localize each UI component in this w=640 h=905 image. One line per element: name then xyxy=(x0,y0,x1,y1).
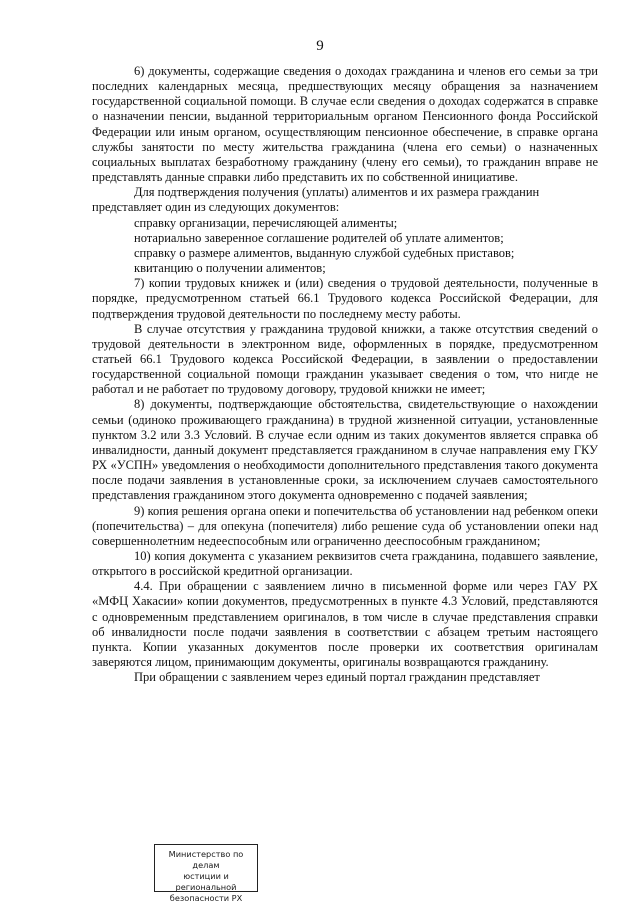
paragraph-item-6: 6) документы, содержащие сведения о доходах гражданина и членов его семьи за три последних календарных месяца, предшествующих месяцу обращения за назначением государственной социальной помощи. В случае если сведения о доходах содержатся в справке о назначении пенсии, выданной территориальным органом Пенсионного фонда Российской Федерации или иным органом, осуществляющим пенсионное обеспечение, в справке органа службы занятости по месту жительства гражданина (члена его семьи) о назначенных социальных выплатах безработному гражданину (члену его семьи), то гражданин вправе не представлять данные справки либо представить их по собственной инициативе. xyxy=(92,64,598,185)
list-item: справку организации, перечисляющей алименты; xyxy=(134,215,398,230)
paragraph-no-workbook: В случае отсутствия у гражданина трудовой книжки, а также отсутствия сведений о трудовой деятельности в электронном виде, оформленных в порядке, предусмотренном статьей 66.1 Трудового кодекса Российской Федерации, в заявлении о предоставлении государственной социальной помощи гражданин указывает сведения о том, что нигде не работал и не работает по трудовому договору, трудовой книжки не имеет; xyxy=(92,321,598,397)
list-item: справку о размере алиментов, выданную службой судебных приставов; xyxy=(134,245,515,260)
paragraph-item-10: 10) копия документа с указанием реквизитов счета гражданина, подавшего заявление, открытого в российской кредитной организации. xyxy=(92,549,598,579)
paragraph-portal: При обращении с заявлением через единый портал гражданин представляет xyxy=(134,670,540,685)
stamp-line: юстиции и региональной xyxy=(175,871,237,892)
stamp-line: Министерство по делам xyxy=(168,849,244,870)
document-body xyxy=(92,64,598,685)
page-number: 9 xyxy=(316,38,324,54)
paragraph-item-9: 9) копия решения органа опеки и попечительства об установлении над ребенком опеки (попечительства) – для опекуна (попечителя) либо решение суда об установлении опеки над совершеннолетним недееспособным или ограниченно дееспособным гражданином; xyxy=(92,503,598,548)
list-item: квитанцию о получении алиментов; xyxy=(134,261,326,276)
paragraph-alimony-intro: Для подтверждения получения (уплаты) алиментов и их размера гражданин xyxy=(134,185,540,200)
paragraph-alimony-intro-cont: представляет один из следующих документов: xyxy=(92,200,340,215)
paragraph-item-7: 7) копии трудовых книжек и (или) сведения о трудовой деятельности, полученные в порядке, предусмотренном статьей 66.1 Трудового кодекса Российской Федерации, для подтверждения трудовой деятельности по последнему месту работы. xyxy=(92,276,598,321)
ministry-stamp xyxy=(154,844,258,903)
stamp-line: безопасности РХ xyxy=(169,893,243,903)
list-item: нотариально заверенное соглашение родителей об уплате алиментов; xyxy=(134,230,504,245)
paragraph-item-8: 8) документы, подтверждающие обстоятельства, свидетельствующие о нахождении семьи (одиноко проживающего гражданина) в трудной жизненной ситуации, установленные пунктом 3.2 или 3.3 Условий. В случае если одним из таких документов является справка об инвалидности, данный документ представляется гражданином в случае направления ему ГКУ РХ «УСПН» уведомления о необходимости дополнительного представления такого документа после подачи заявления в установленные сроки, за исключением случаев самостоятельного представления гражданином этого документа одновременно с подачей заявления; xyxy=(92,397,598,503)
paragraph-4-4: 4.4. При обращении с заявлением лично в письменной форме или через ГАУ РХ «МФЦ Хакасии» копии документов, предусмотренных в пункте 4.3 Условий, представляются с одновременным представлением оригиналов, в том числе в случае представления справки об инвалидности после подачи заявления в соответствии с абзацем третьим настоящего пункта. Копии указанных документов после проверки их соответствия оригиналам заверяются лицом, принимающим документы, оригиналы возвращаются гражданину. xyxy=(92,579,598,670)
